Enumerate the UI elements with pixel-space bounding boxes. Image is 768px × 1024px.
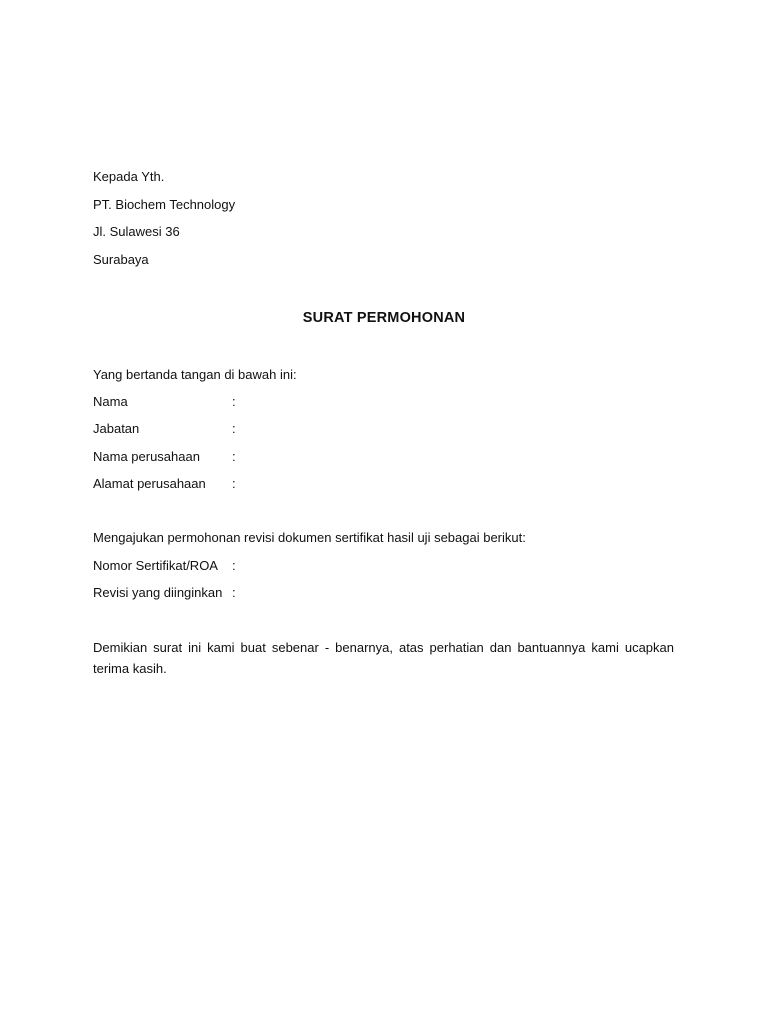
field-label: Revisi yang diinginkan [93,585,223,600]
field-colon: : [232,476,236,491]
field-label: Nama perusahaan [93,449,200,464]
field-label: Jabatan [93,421,140,436]
closing-paragraph: Demikian surat ini kami buat sebenar - benarnya, atas perhatian dan bantuannya kami ucapkan terima kasih. [93,640,674,676]
field-colon: : [232,394,236,409]
recipient-city: Surabaya [93,252,149,267]
recipient-street: Jl. Sulawesi 36 [93,224,180,239]
field-colon: : [232,558,236,573]
recipient-salutation: Kepada Yth. [93,169,165,184]
field-label: Nama [93,394,128,409]
field-label: Alamat perusahaan [93,476,206,491]
intro-text: Yang bertanda tangan di bawah ini: [93,367,297,382]
field-colon: : [232,449,236,464]
letter-title: SURAT PERMOHONAN [302,310,466,326]
field-label: Nomor Sertifikat/ROA [93,558,218,573]
field-colon: : [232,585,236,600]
recipient-company: PT. Biochem Technology [93,197,236,212]
request-intro-text: Mengajukan permohonan revisi dokumen sertifikat hasil uji sebagai berikut: [93,530,526,545]
field-colon: : [232,421,236,436]
